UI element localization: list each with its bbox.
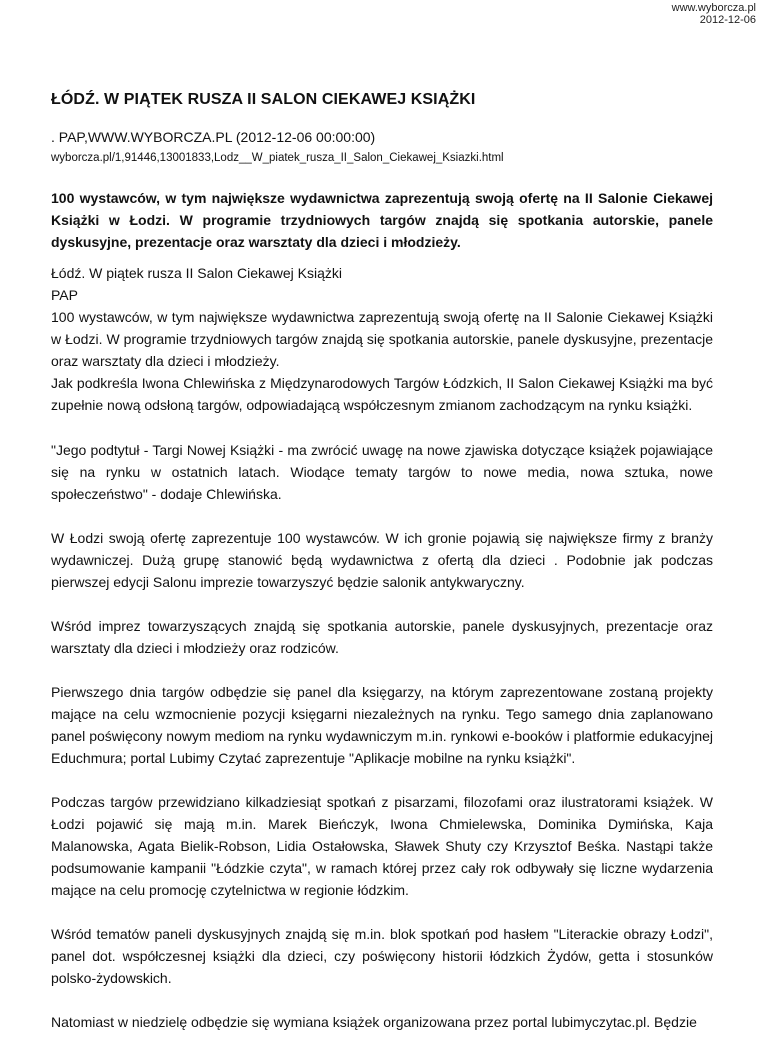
article-title: ŁÓDŹ. W PIĄTEK RUSZA II SALON CIEKAWEJ KSIĄŻKI xyxy=(51,91,476,108)
paragraph: Wśród tematów paneli dyskusyjnych znajdą się m.in. blok spotkań pod hasłem "Literackie obrazy Łodzi", panel dot. współczesnej książki dla dzieci, czy poświęcony historii łódzkich Żydów, getta i stosunków polsko-żydowskich. xyxy=(51,926,713,986)
body-title: Łódź. W piątek rusza II Salon Ciekawej Książki xyxy=(51,265,343,281)
source-date: 2012-12-06 xyxy=(699,14,756,26)
paragraph: Podczas targów przewidziano kilkadziesiąt spotkań z pisarzami, filozofami oraz ilustratorami książek. W Łodzi pojawić się mają m.in. Marek Bieńczyk, Iwona Chmielewska, Dominika Dymińska, Kaja Malanowska, Agata Bielik-Robson, Lidia Ostałowska, Sławek Shuty czy Krzysztof Beśka. Nastąpi także podsumowanie kampanii "Łódzkie czyta", w ramach której przez cały rok odbywały się liczne wydarzenia mające na celu promocję czytelnictwa w regionie łódzkim. xyxy=(51,794,713,898)
paragraph: Pierwszego dnia targów odbędzie się panel dla księgarzy, na którym zaprezentowane zostaną projekty mające na celu wzmocnienie pozycji księgarni niezależnych na rynku. Tego samego dnia zaplanowano panel poświęcony nowym mediom na rynku wydawniczym m.in. rynkowi e-booków i platformie edukacyjnej Educhmura; portal Lubimy Czytać zaprezentuje "Aplikacje mobilne na rynku książki". xyxy=(51,684,713,766)
paragraph: "Jego podtytuł - Targi Nowej Książki - ma zwrócić uwagę na nowe zjawiska dotyczące książek pojawiające się na rynku w ostatnich latach. Wiodące tematy targów to nowe media, nowa sztuka, nowe społeczeństwo" - dodaje Chlewińska. xyxy=(51,442,713,502)
paragraph: Natomiast w niedzielę odbędzie się wymiana książek organizowana przez portal lubimyczytac.pl. Będzie xyxy=(51,1014,697,1030)
paragraph: Wśród imprez towarzyszących znajdą się spotkania autorskie, panele dyskusyjnych, prezentacje oraz warsztaty dla dzieci i młodzieży oraz rodziców. xyxy=(51,618,713,656)
source-site: www.wyborcza.pl xyxy=(671,2,756,14)
body-intro-2: Jak podkreśla Iwona Chlewińska z Międzynarodowych Targów Łódzkich, II Salon Ciekawej Książki ma być zupełnie nową odsłoną targów, odpowiadającą współczesnym zmianom zachodzącym na rynku książki. xyxy=(51,375,713,413)
article-url: wyborcza.pl/1,91446,13001833,Lodz__W_piatek_rusza_II_Salon_Ciekawej_Ksiazki.html xyxy=(51,152,504,164)
source-header xyxy=(672,2,756,26)
paragraph: W Łodzi swoją ofertę zaprezentuje 100 wystawców. W ich gronie pojawią się największe firmy z branży wydawniczej. Dużą grupę stanowić będą wydawnictwa z ofertą dla dzieci . Podobnie jak podczas pierwszej edycji Salonu imprezie towarzyszyć będzie salonik antykwaryczny. xyxy=(51,530,713,590)
article-meta: . PAP,WWW.WYBORCZA.PL (2012-12-06 00:00:00) xyxy=(51,129,376,145)
article-intro-block xyxy=(51,262,713,416)
article-body xyxy=(51,262,713,1055)
body-author: PAP xyxy=(51,287,78,303)
article-lead: 100 wystawców, w tym największe wydawnictwa zaprezentują swoją ofertę na II Salonie Ciekawej Książki w Łodzi. W programie trzydniowych targów znajdą się spotkania autorskie, panele dyskusyjne, prezentacje oraz warsztaty dla dzieci i młodzieży. xyxy=(51,190,713,250)
body-intro: 100 wystawców, w tym największe wydawnictwa zaprezentują swoją ofertę na II Salonie Ciekawej Książki w Łodzi. W programie trzydniowych targów znajdą się spotkania autorskie, panele dyskusyjne, prezentacje oraz warsztaty dla dzieci i młodzieży. xyxy=(51,309,713,369)
